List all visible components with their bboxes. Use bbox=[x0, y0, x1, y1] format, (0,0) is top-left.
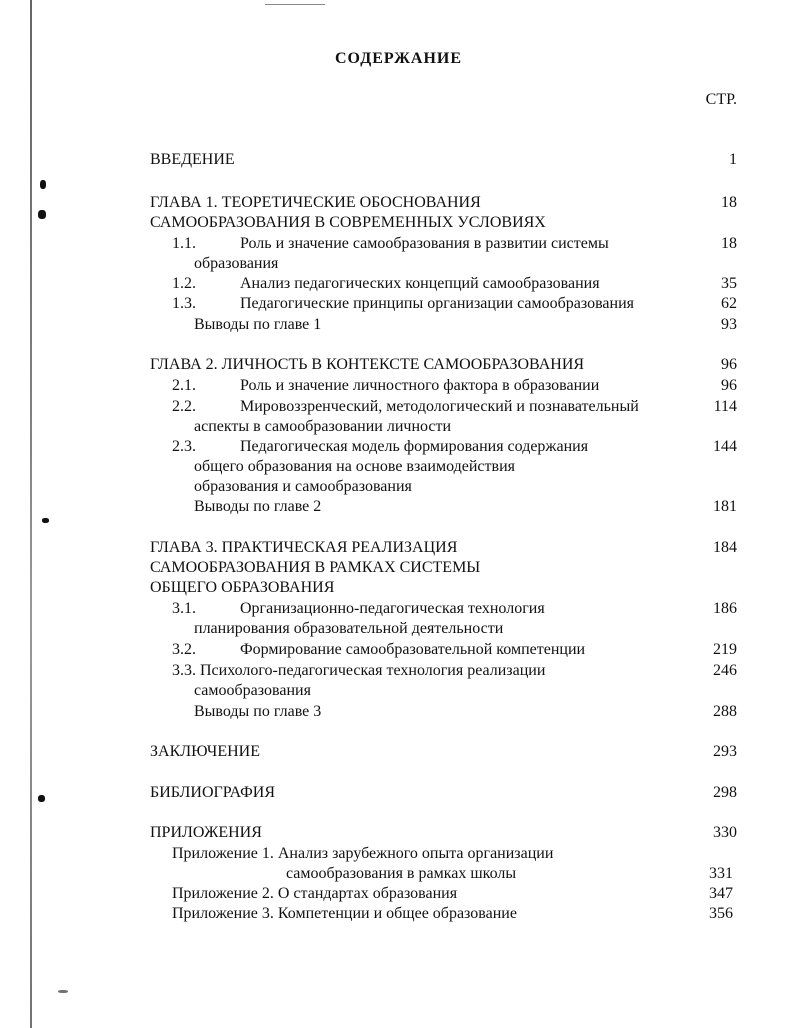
page-number: 96 bbox=[721, 356, 737, 373]
page-number: 219 bbox=[713, 641, 737, 658]
page-number: 181 bbox=[713, 498, 737, 515]
page-number: 293 bbox=[713, 743, 737, 760]
page-number: 288 bbox=[713, 703, 737, 720]
page-number: 93 bbox=[721, 316, 737, 333]
page-number: 35 bbox=[721, 275, 737, 292]
page-number: 18 bbox=[721, 194, 737, 211]
page-title: СОДЕРЖАНИЕ bbox=[334, 50, 463, 67]
page-number: 347 bbox=[709, 885, 733, 902]
page-number: 356 bbox=[709, 905, 733, 922]
page-number: 246 bbox=[713, 662, 737, 679]
page-number: 330 bbox=[713, 824, 737, 841]
page-number: 184 bbox=[713, 539, 737, 556]
table-of-contents: ВВЕДЕНИЕ 1 ГЛАВА 1. ТЕОРЕТИЧЕСКИЕ ОБОСНОВАНИЯ САМООБРАЗОВАНИЯ В СОВРЕМЕННЫХ УСЛОВИЯХ 18 1.1. Роль и значение самообразования в развитии системы образования 18 1.2. Анализ педагогических концепций самообразования 35 1.3. Педагогические принципы организации самообразования 62 Выводы по главе 1 93 ГЛАВА 2. ЛИЧНОСТЬ В КОНТЕКСТЕ САМООБРАЗОВАНИЯ 96 2.1. Роль и значение личностного фактора в образовании 96 2.2. Мировоззренческий, методологический и познавательный аспекты в самообразовании личности 114 2.3. Педагогическая модель формирования содержания общего образования на основе взаимодействия образования и самообразования 144 Выводы по главе 2 181 ГЛАВА 3. ПРАКТИЧЕСКАЯ РЕАЛИЗАЦИЯ САМООБРАЗОВАНИЯ В РАМКАХ СИСТЕМЫ ОБЩЕГО ОБРАЗОВАНИЯ 184 3.1. Организационно-педагогическая технология планирования образовательной деятельности 186 3.2. Формирование самообразовательной компетенции 219 3.3. Психолого-педагогическая технология реализации самообразования 246 Выводы по главе 3 288 ЗАКЛЮЧЕНИЕ 293 БИБЛИОГРАФИЯ 298 ПРИЛОЖЕНИЯ 330 Приложение 1. Анализ зарубежного опыта организации самообразования в рамках школы 331 Приложение 2. О стандартах образования 347 Приложение 3. Компетенции и общее образование 356 bbox=[150, 151, 737, 922]
page-number: 298 bbox=[713, 784, 737, 801]
page-column-label: СТР. bbox=[705, 91, 737, 108]
page-number: 18 bbox=[721, 235, 737, 252]
page-number: 114 bbox=[713, 398, 737, 415]
page-number: 96 bbox=[721, 377, 737, 394]
page-number: 1 bbox=[729, 151, 737, 168]
page-number: 331 bbox=[709, 865, 733, 882]
page-number: 62 bbox=[721, 295, 737, 312]
page-number: 186 bbox=[713, 600, 737, 617]
page-number: 144 bbox=[713, 438, 737, 455]
